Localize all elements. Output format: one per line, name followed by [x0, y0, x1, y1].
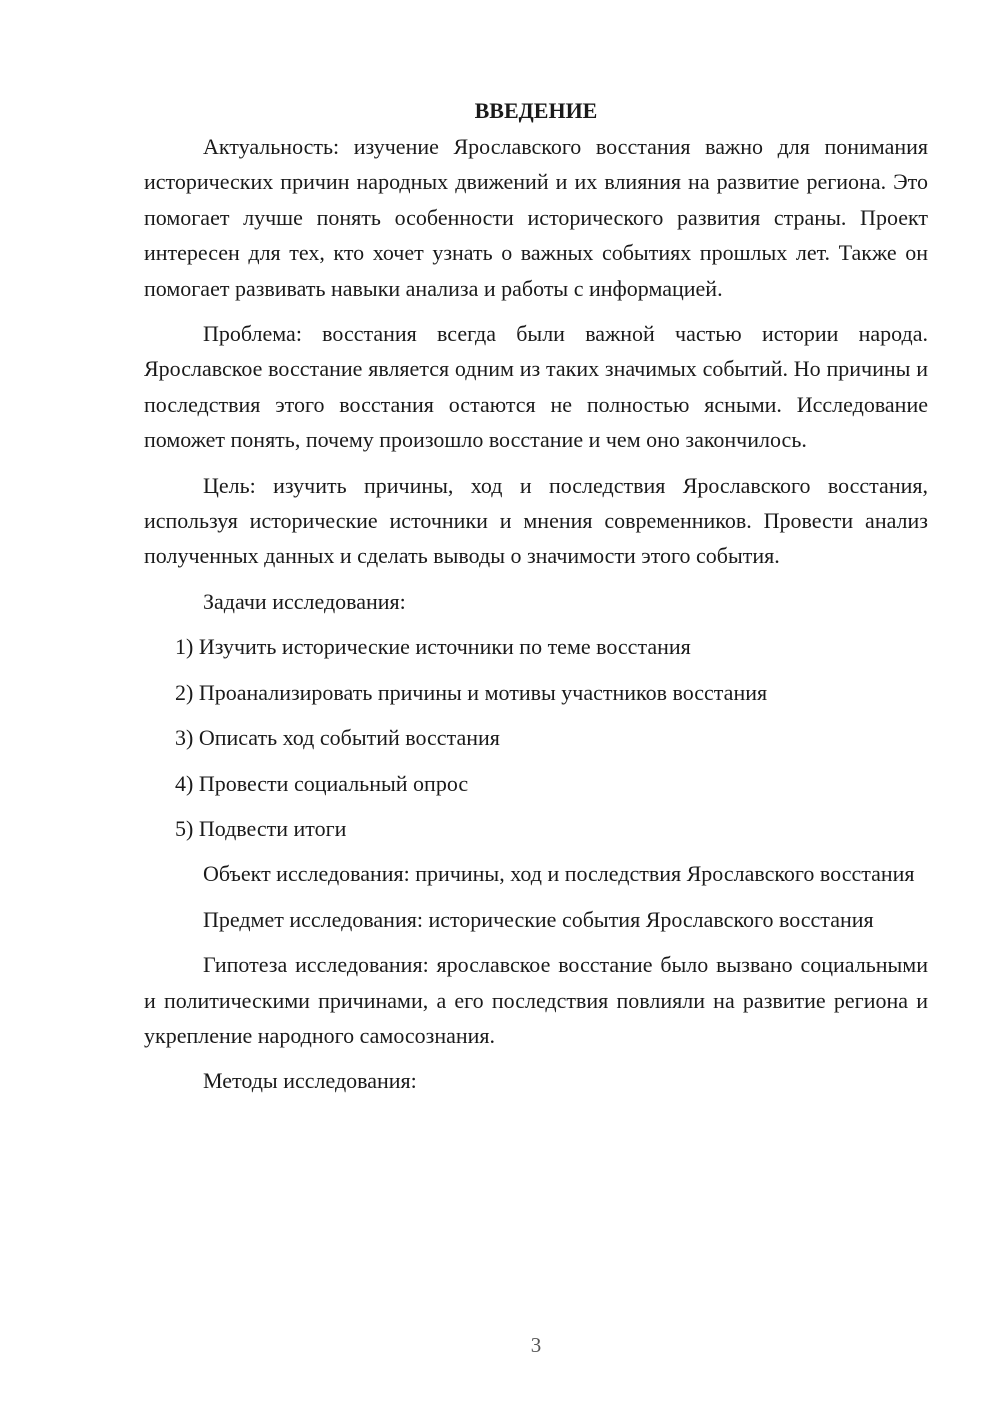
list-item: 1) Изучить исторические источники по теме восстания — [175, 634, 691, 660]
subject-paragraph: Предмет исследования: исторические события Ярославского восстания — [203, 906, 874, 932]
list-item: 2) Проанализировать причины и мотивы участников восстания — [175, 679, 768, 705]
page-number: 3 — [530, 1333, 542, 1357]
goal-paragraph: Цель: изучить причины, ход и последствия Ярославского восстания, используя исторические источники и мнения современников. Провести анализ полученных данных и сделать выводы о значимости этого события. — [144, 472, 928, 569]
list-item: 4) Провести социальный опрос — [175, 770, 469, 796]
hypothesis-paragraph: Гипотеза исследования: ярославское восстание было вызвано социальными и политическими причинами, а его последствия повлияли на развитие региона и укрепление народного самосознания. — [144, 952, 928, 1048]
problem-paragraph: Проблема: восстания всегда были важной частью истории народа. Ярославское восстание является одним из таких значимых событий. Но причины и последствия этого восстания остаются не полностью ясными. Исследование поможет понять, почему произошло восстание и чем оно закончилось. — [144, 321, 928, 453]
section-title: ВВЕДЕНИЕ — [474, 98, 598, 123]
object-paragraph: Объект исследования: причины, ход и последствия Ярославского восстания — [203, 861, 915, 887]
tasks-list — [144, 629, 928, 846]
document-body — [144, 93, 928, 1099]
list-item: 3) Описать ход событий восстания — [175, 725, 500, 751]
tasks-heading: Задачи исследования: — [203, 588, 406, 614]
relevance-paragraph: Актуальность: изучение Ярославского восстания важно для понимания исторических причин народных движений и их влияния на развитие региона. Это помогает лучше понять особенности исторического развития страны. Проект интересен для тех, кто хочет узнать о важных событиях прошлых лет. Также он помогает развивать навыки анализа и работы с информацией. — [144, 134, 928, 301]
list-item: 5) Подвести итоги — [175, 815, 347, 841]
methods-heading: Методы исследования: — [203, 1068, 417, 1094]
